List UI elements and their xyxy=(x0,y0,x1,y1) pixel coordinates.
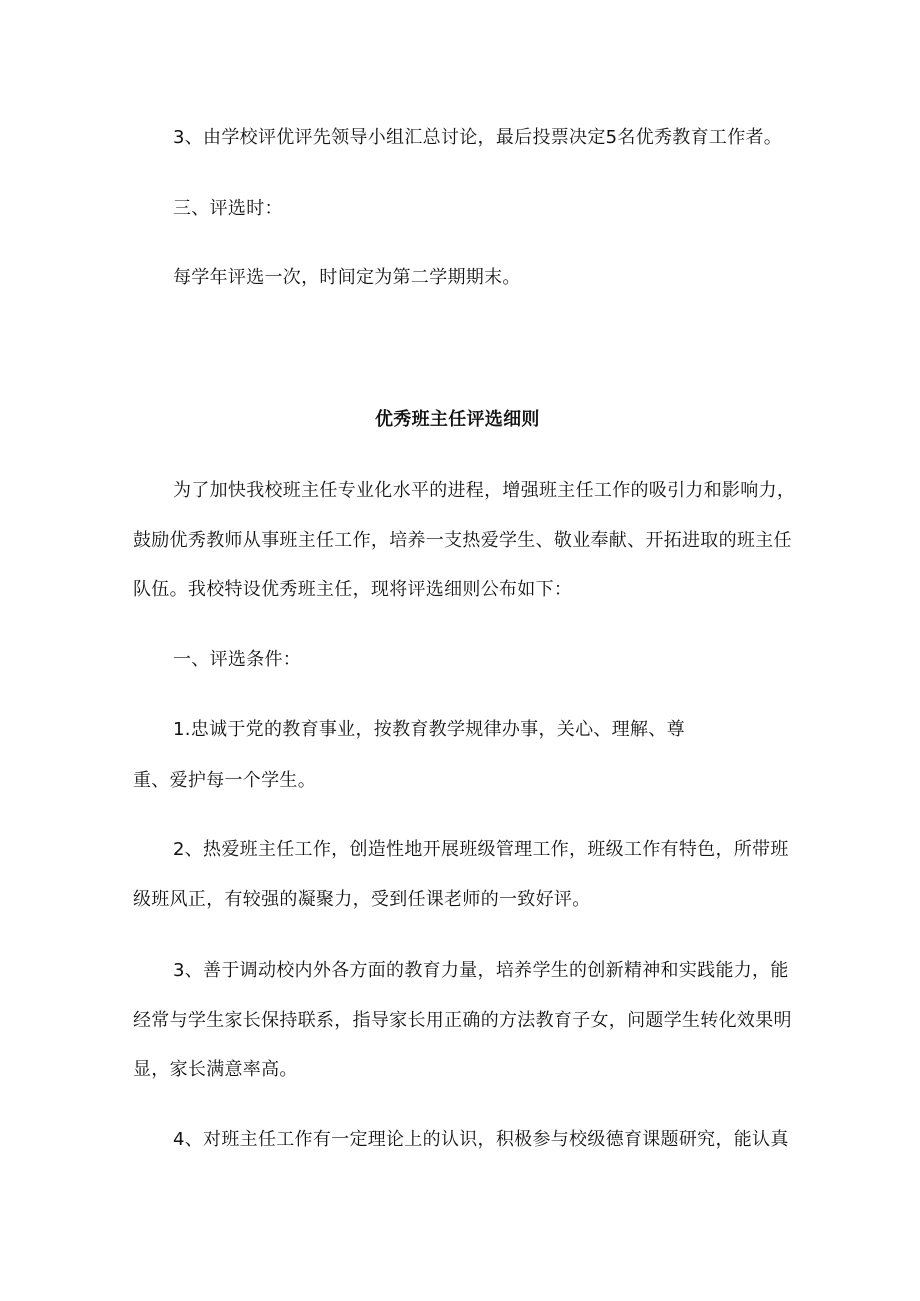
intro-line-2: 鼓励优秀教师从事班主任工作，培养一支热爱学生、敬业奉献、开拓进取的班主任 xyxy=(133,530,792,551)
paragraph-evaluation-time: 每学年评选一次，时间定为第二学期期末。 xyxy=(173,267,521,288)
intro-line-3: 队伍。我校特设优秀班主任，现将评选细则公布如下： xyxy=(133,579,573,600)
intro-line-1: 为了加快我校班主任专业化水平的进程，增强班主任工作的吸引力和影响力， xyxy=(173,480,796,501)
condition-4-line-1: 4、对班主任工作有一定理论上的认识，积极参与校级德育课题研究，能认真 xyxy=(173,1129,789,1150)
condition-3-line-1: 3、善于调动校内外各方面的教育力量，培养学生的创新精神和实践能力，能 xyxy=(173,960,789,981)
heading-conditions: 一、评选条件： xyxy=(173,649,302,670)
condition-3-line-2: 经常与学生家长保持联系，指导家长用正确的方法教育子女，问题学生转化效果明 xyxy=(133,1010,792,1031)
condition-1-line-1: 1.忠诚于党的教育事业，按教育教学规律办事，关心、理解、尊 xyxy=(173,719,685,740)
condition-1-line-2: 重、爱护每一个学生。 xyxy=(133,770,316,791)
condition-3-line-3: 显，家长满意率高。 xyxy=(133,1059,298,1080)
heading-evaluation-time: 三、评选时： xyxy=(173,198,283,219)
condition-2-line-1: 2、热爱班主任工作，创造性地开展班级管理工作，班级工作有特色，所带班 xyxy=(173,839,789,860)
condition-2-line-2: 级班风正，有较强的凝聚力，受到任课老师的一致好评。 xyxy=(133,889,591,910)
paragraph-item-3: 3、由学校评优评先领导小组汇总讨论，最后投票决定5名优秀教育工作者。 xyxy=(173,127,783,148)
document-title: 优秀班主任评选细则 xyxy=(375,409,540,430)
